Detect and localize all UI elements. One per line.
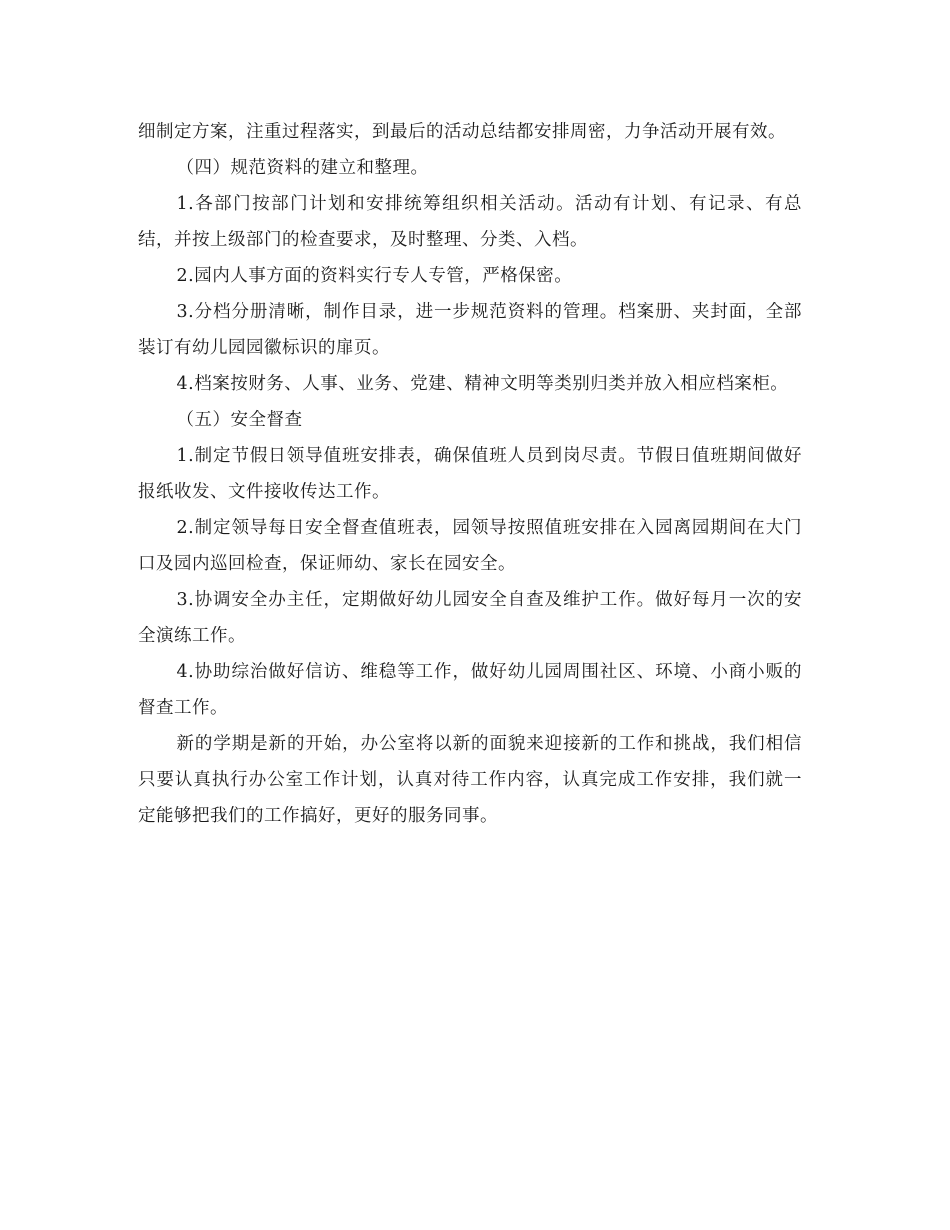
- list-item: 4.档案按财务、人事、业务、党建、精神文明等类别归类并放入相应档案柜。: [176, 374, 789, 394]
- closing-paragraph: 新的学期是新的开始，办公室将以新的面貌来迎接新的工作和挑战，我们相信只要认真执行办公室工作计划，认真对待工作内容，认真完成工作安排，我们就一定能够把我们的工作搞好，更好的服务同事。: [138, 734, 802, 826]
- section-heading-4: （四）规范资料的建立和整理。: [176, 158, 429, 178]
- list-item: 3.分档分册清晰，制作目录，进一步规范资料的管理。档案册、夹封面，全部装订有幼儿园园徽标识的扉页。: [138, 302, 802, 358]
- list-item: 1.各部门按部门计划和安排统筹组织相关活动。活动有计划、有记录、有总结，并按上级部门的检查要求，及时整理、分类、入档。: [138, 194, 802, 250]
- list-item: 1.制定节假日领导值班安排表，确保值班人员到岗尽责。节假日值班期间做好报纸收发、文件接收传达工作。: [138, 446, 802, 502]
- section-heading-5: （五）安全督查: [176, 410, 303, 430]
- list-item: 3.协调安全办主任，定期做好幼儿园安全自查及维护工作。做好每月一次的安全演练工作。: [138, 590, 802, 646]
- document-body: [138, 114, 802, 834]
- list-item: 2.制定领导每日安全督查值班表，园领导按照值班安排在入园离园期间在大门口及园内巡回检查，保证师幼、家长在园安全。: [138, 518, 802, 574]
- list-item: 2.园内人事方面的资料实行专人专管，严格保密。: [176, 266, 573, 286]
- list-item: 4.协助综治做好信访、维稳等工作，做好幼儿园周围社区、环境、小商小贩的督查工作。: [138, 662, 802, 718]
- paragraph-continuation: 细制定方案，注重过程落实，到最后的活动总结都安排周密，力争活动开展有效。: [138, 122, 786, 142]
